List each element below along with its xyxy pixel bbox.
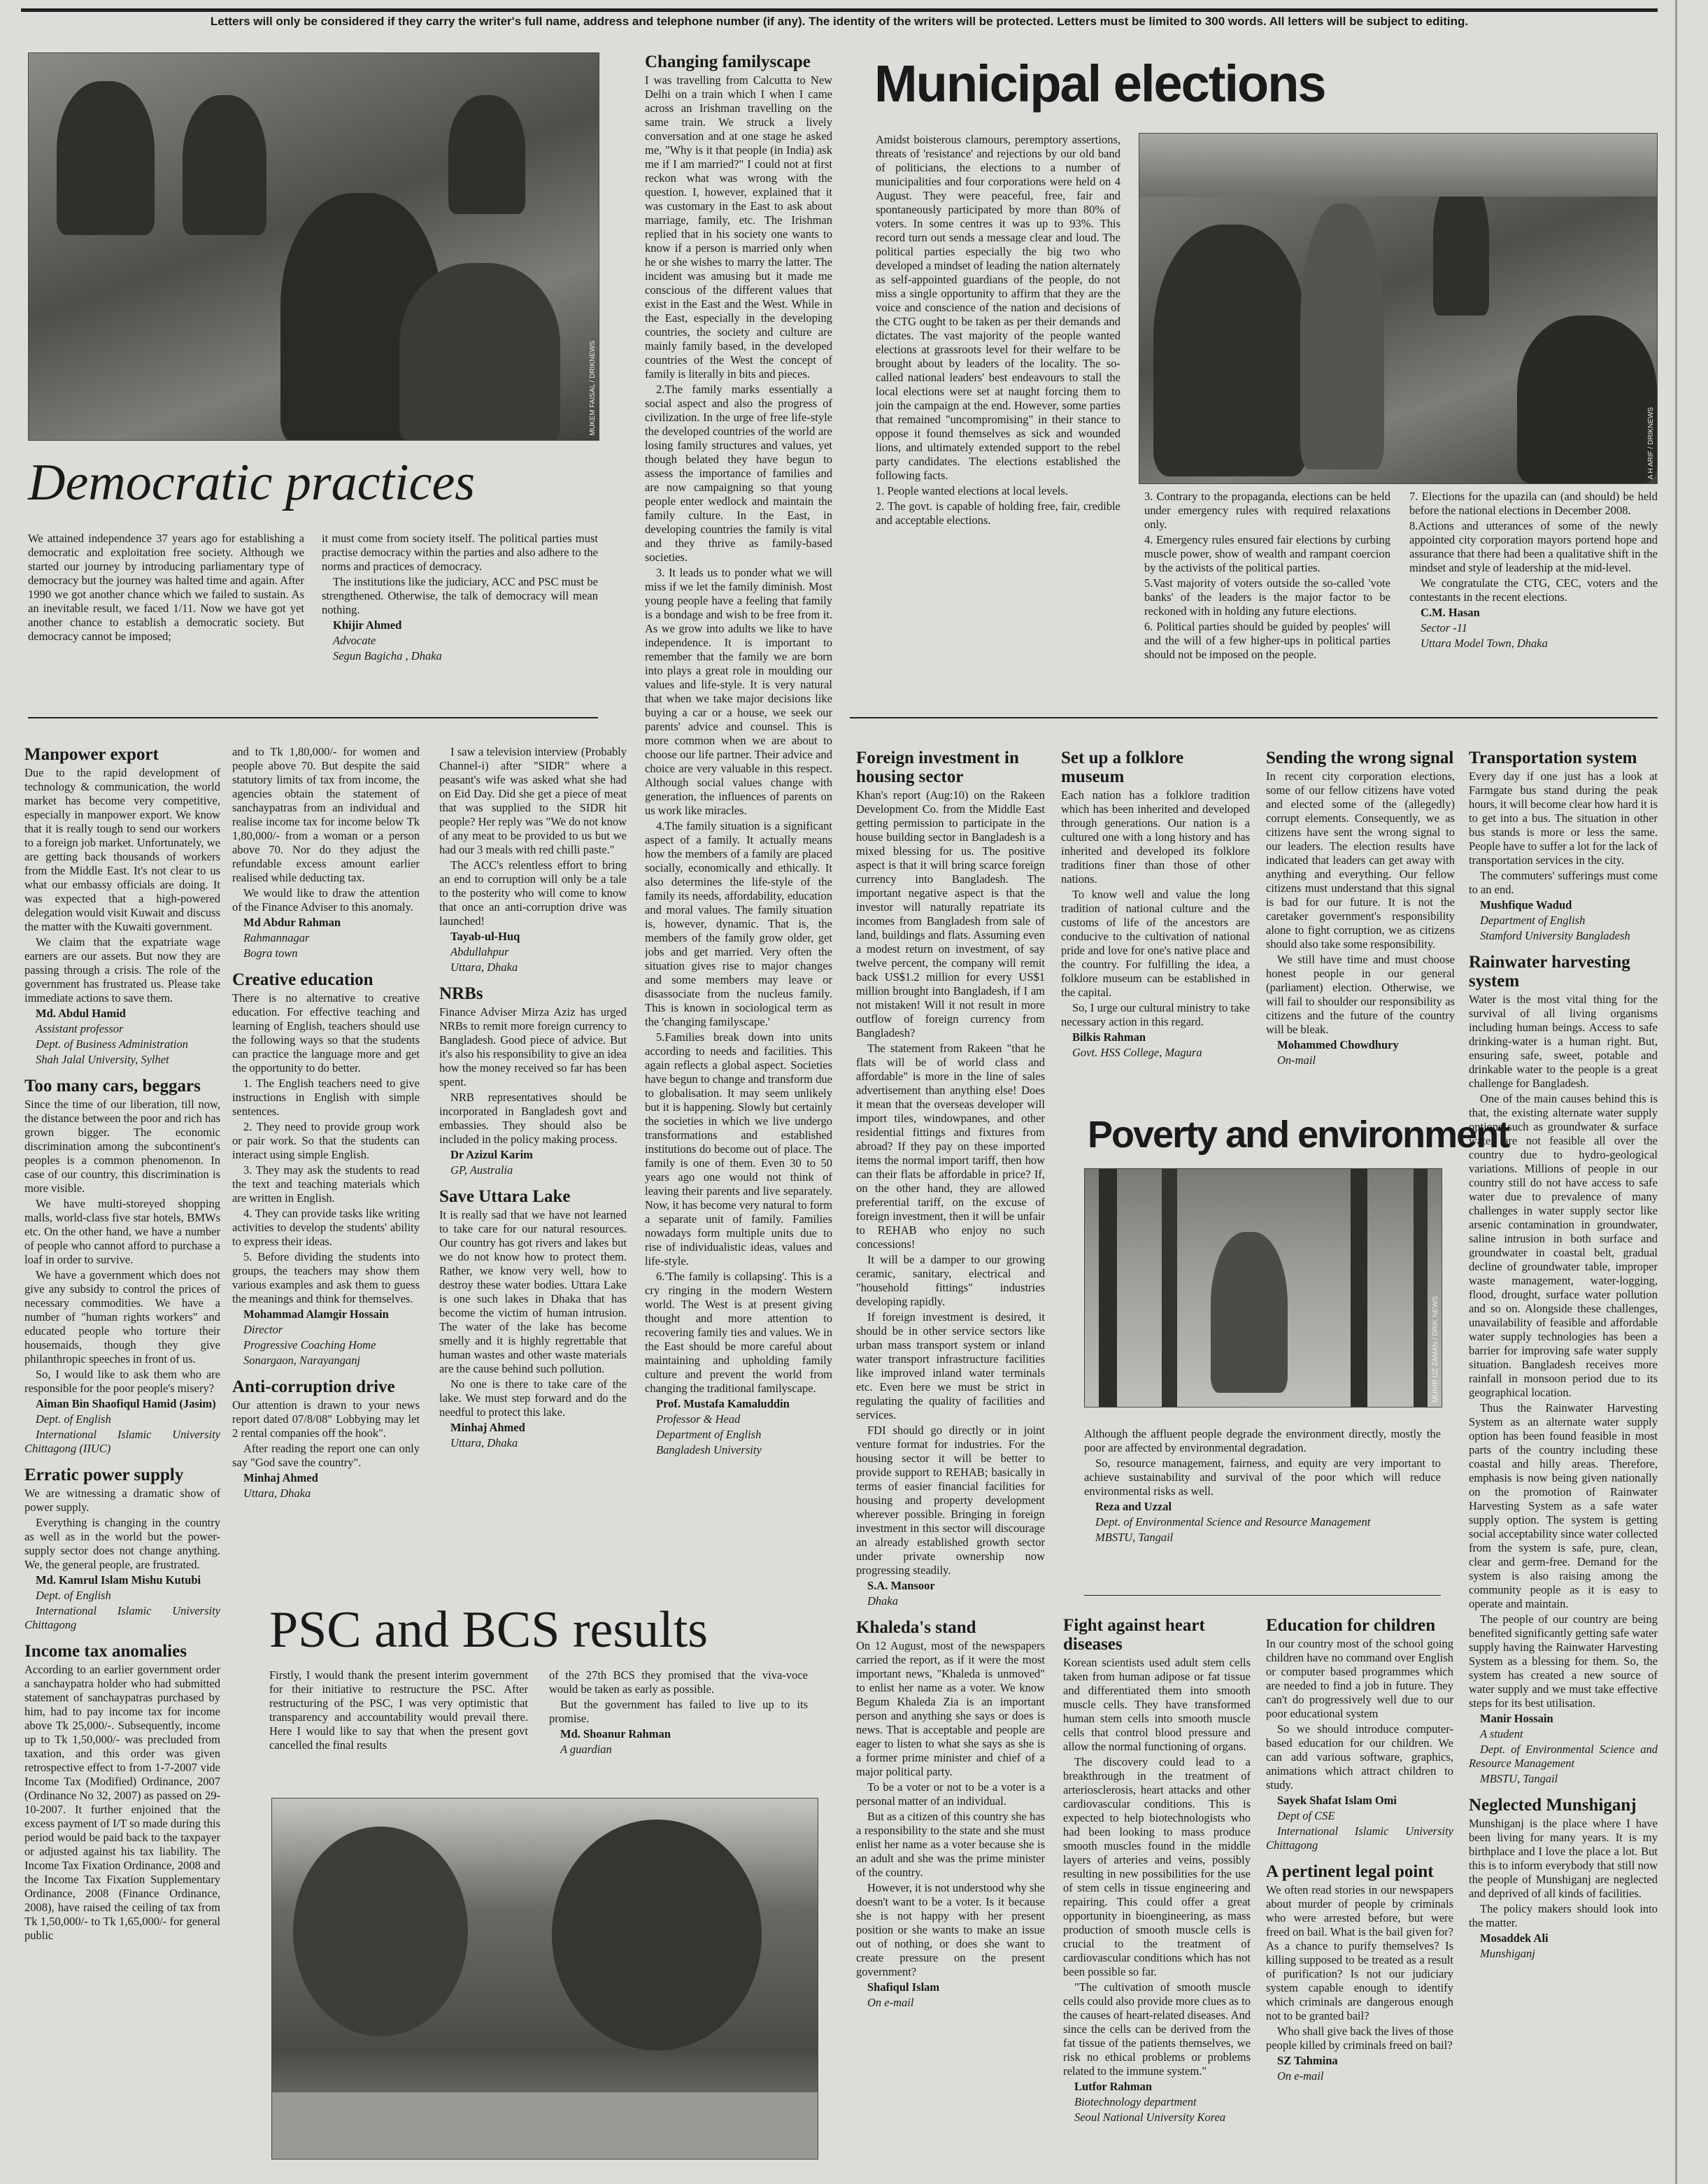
heart-letter: Fight against heart diseases Korean scientists used adult stem cells taken from human adipose or fat tissue and differentiated them into smooth muscle cells. They have transformed human stem cells into smooth muscle cells that control blood pressure and allow the normal functioning of organs. The discovery could lead to a breakthrough in the treatment of arteriosclerosis, heart attacks and other cardiovascular conditions. This is expected to help biotechnologists who had been looking to mass produce smooth muscles found in the middle layers of arteries and veins, possibly resulting in new possibilities for the use of stem cells in tissue engineering and repairing. This could offer a great opportunity in bioengineering, as mass production of smooth muscle cells is crucial to the treatment of cardiovascular conditions which has not been possible so far. "The cultivation of smooth muscle cells could also provide more clues as to the causes of heart-related diseases. And since the cells can be derived from the fat tissue of the patients themselves, we risk no ethical problems or problems related to the immune system." Lutfor Rahman Biotechnology department Seoul National University Korea bbox=[1063, 1616, 1251, 2124]
section-divider bbox=[1084, 1595, 1441, 1596]
municipal-col1: Amidst boisterous clamours, peremptory assertions, threats of 'resistance' and rejections by our old band of politicians, the elections to a number of municipalities and four corporations were held on 4 August. They were peaceful, free, fair and spontaneously participated by more than 80% of voters. In some centres it was up to 93%. This record turn out sends a message clear and loud. The political parties especially the big two who developed a mindset of leading the nation alternately as self-appointed guardians of the people, do not miss a single opportunity to affirm that they are the voice and conscience of the nation and decisions of the CTG ought to be taken as per their demands and dictates. The vast majority of the people wanted elections at grassroots level for their welfare to be brought about by leaders of the locality. The so-called national leaders' best endeavours to stall the local elections were set at naught forcing them to join the campaign at the end. However, some parties that remained "uncompromising" in their stance to oppose it found themselves as sick and wounded lions, and ultimately extended support to the rebel party candidates. The elections established the following facts. 1. People wanted elections at local levels. 2. The govt. is capable of holding free, fair, credible and acceptable elections. bbox=[876, 133, 1120, 527]
letters-col2: and to Tk 1,80,000/- for women and people above 70. But despite the said statutory limits of tax from income, the agencies obtain the statement of sanchaypatras from an individual and realise income tax for income below Tk 1,80,000/- from a woman or a person above 70. Nor do they adjust the refundable excess amount earlier realised while deducting tax. We would like to draw the attention of the Finance Adviser to this anomaly. Md Abdur Rahman Rahmannagar Bogra town Creative education There is no alternative to creative education. For effective teaching and learning of English, teachers should use the following ways so that the students can practice the language more and get the opportunity to do better. 1. The English teachers need to give instructions in English with simple sentences. 2. They need to provide group work or pair work. So that the students can interact using simple English. 3. They may ask the students to read the text and teaching materials which are written in English. 4. They can provide tasks like writing activities to develop the students' ability to express their ideas. 5. Before dividing the students into groups, the teachers may show them various examples and ask them to guess the meanings and think for themselves. Mohammad Alamgir Hossain Director Progressive Coaching Home Sonargaon, Narayanganj Anti-corruption drive Our attention is drawn to your news report dated 07/8/08" Lobbying may let 2 rental companies off the hook". After reading the report one can only say "God save the country". Minhaj Ahmed Uttara, Dhaka bbox=[232, 745, 420, 1500]
democratic-article-col2: it must come from society itself. The political parties must practise democracy within the parties and also adhere to the norms and practices of democracy. The institutions like the judiciary, ACC and PSC must be strengthened. Otherwise, the talk of democracy will mean nothing. Khijir Ahmed Advocate Segun Bagicha , Dhaka bbox=[322, 532, 598, 662]
democratic-article-col1: We attained independence 37 years ago for establishing a democratic and exploitation free society. Although we started our journey by introducing parliamentary type of democracy but the journey was halted time and again. After 1990 we got another chance which we failed to sustain. As an inevitable result, we faced 1/11. Now we have got yet another chance to establish a democratic society. But democracy cannot be imposed; bbox=[28, 532, 304, 643]
park-trees-photo bbox=[271, 1798, 818, 2160]
photo-credit: MUNIR UZ ZAMAN / DRIK NEWS bbox=[1432, 1296, 1439, 1403]
page-edge-rule bbox=[1675, 0, 1677, 2184]
poverty-letter: Although the affluent people degrade the environment directly, mostly the poor are affected by environmental degradation. So, resource management, fairness, and equity are very important to achieve sustainability and survival of the poor which will reduce environmental risks as well. Reza and Uzzal Dept. of Environmental Science and Resource Management MBSTU, Tangail bbox=[1084, 1427, 1441, 1544]
photo-credit: MUKEM FAISAL / DRIKNEWS bbox=[589, 341, 597, 436]
municipal-col3: 7. Elections for the upazila can (and should) be held before the national elections in December 2008. 8.Actions and utterances of some of the newly appointed city corporation mayors portend hope and assurance that there had been a qualitative shift in the mindset and style of leadership at the mid-level. We congratulate the CTG, CEC, voters and the contestants in the recent elections. C.M. Hasan Sector -11 Uttara Model Town, Dhaka bbox=[1409, 490, 1658, 650]
section-divider bbox=[28, 717, 598, 718]
letters-col-right: Transportation system Every day if one just has a look at Farmgate bus stand during the peak hours, it will become clear how hard it is to get into a bus. The situation in other bus stands is more or less the same. People have to suffer a lot for the lack of transportation services in the city. The commuters' sufferings must come to an end. Mushfique Wadud Department of English Stamford University Bangladesh Rainwater harvesting system Water is the most vital thing for the survival of all living organisms including human beings. Access to safe drinking-water is a human right. But, ensuring safe, sweet, potable and drinkable water to the people is a great challenge for Bangladesh. One of the main causes behind this is that, the existing alternate water supply options such as groundwater & surface water are not feasible all over the country due to hydro-geological variations. Millions of people in our country still do not have access to safe water due to prevalence of many challenges in water supply sector like arsenic contamination in groundwater, saline intrusion in both surface and groundwater in coastal belt, gradual decline of groundwater table, improper waste management, water-logging, flood, drought, surface water pollution and so on. Alongside these challenges, unavailability of feasible and affordable water supply technologies has been a barrier for improving safe water supply situation. Bangladesh receives more rainfall in monsoon period due to its geographical location. Thus the Rainwater Harvesting System as an alternate water supply option has been found feasible in most parts of the country including these coastal and hilly areas. Therefore, emphasis is now being given nationally on the promotion of Rainwater Harvesting System as a safe water supply option. The system is getting social acceptability since water collected from the system is safe, pure, clean, clear and germ-free. Demand for the system is also raising among the community people as it is easy to operate and maintain. The people of our country are being benefited significantly getting safe water supply having the Rainwater Harvesting System as a blessing for them. So, the system has created a new source of water supply and we must take effective steps for its best utilisation. Manir Hossain A student Dept. of Environmental Science and Resource Management MBSTU, Tangail Neglected Munshiganj Munshiganj is the place where I have been living for many years. It is my birthplace and I love the place a lot. But this is to inform everybody that still now the people of Munshiganj are neglected and deprived of all kinds of facilities. The policy makers should look into the matter. Mosaddek Ali Munshiganj bbox=[1469, 749, 1658, 1960]
psc-bcs-title: PSC and BCS results bbox=[269, 1601, 709, 1659]
familyscape-article: Changing familyscape I was travelling from Calcutta to New Delhi on a train which I when I came across an Irishman travelling on the same train. We struck a lively conversation and at one stage he asked me, "Why is it that people (in India) ask me if I am married?" I could not at first reckon what was wrong with the question. I, however, explained that it was customary in the East to ask about marriage, family, etc. The Irishman replied that in his society one wants to know if a person is married only when he or she wishes to marry the latter. The incident was amusing but it made me conscious of the different values that exist in the East and the West. While in the East, especially in the developing countries, the society and culture are mainly family based, in the developed countries of the West the concept of family is literally in bits and pieces. 2.The family marks essentially a social aspect and also the progress of civilization. In the urge of free life-style the developed countries of the world are losing family structures and values, yet though belated they have begun to assess the importance of families and are now campaigning so that young people enter wedlock and maintain the family culture. In the East, in developing countries the family is vital and they thrive as family-based societies. 3. It leads us to ponder what we will miss if we let the family diminish. Most young people have a feeling that family is a bondage and wish to be free from it. As we grow into adults we like to have independence. It is important to remember that the family we are born into plays a great role in moulding our values and life-style. It is very natural that when we take major decisions like buying a car or a house, we seek our parents' advice and counsel. This is more common when we are about to choose our life partner. Their advice and choice are very valuable in this respect. Although social values change with generation, the influences of parents on us work like miracles. 4.The family situation is a significant aspect of a family. It actually means how the members of a family are placed socially, economically and ethically. It also determines the life-style of the family its needs, affordability, education and moral values. The family situation is, however, dynamic. That is, the members of the family grow older, get jobs and get married. Very often the situation gives rise to major changes and some members may leave or disassociate from the nucleus family. This is known in sociological term as the 'changing familyscape.' 5.Families break down into units according to needs and facilities. This again reflects a global aspect. Societies have begun to change and transform due to globalisation. It may seem unlikely but it is happening. Slowly but certainly the societies in which we live undergo transformations and established institutions do become out of place. The family is one of them. Even 30 to 50 years ago one would not think of leaving their parents and live separately. Now, it has become very natural to form a separate unit of family. Families nowadays form multiple units due to rise of individualistic ideas, values and life-style. 6.'The family is collapsing'. This is a cry ringing in the modern Western world. The West is at present giving thought and more attention to recovering family ties and values. We in the East should be more careful about maintaining and upholding family culture and prevent the world from changing the traditional familyscape. Prof. Mustafa Kamaluddin Professor & Head Department of English Bangladesh University bbox=[645, 52, 832, 1456]
letters-col1: Manpower export Due to the rapid development of technology & communication, the world market has become very competitive, especially in manpower export. We know that it is really tough to send our workers to a foreign job market. Unfortunately, we are getting back thousands of workers from the Middle East. It's not clear to us what our embassy officials are doing. It was expected that a high-powered delegation would visit Kuwait and discuss the matter with the Kuwaiti government. We claim that the expatriate wage earners are our assets. But now they are passing through a crisis. The role of the government has frustrated us. Please take immediate actions to save them. Md. Abdul Hamid Assistant professor Dept. of Business Administration Shah Jalal University, Sylhet Too many cars, beggars Since the time of our liberation, till now, the distance between the poor and rich has grown bigger. The economic discrimination among the subcontinent's peoples is a common phenomenon. In case of our country, this discrimination is more visible. We have multi-storeyed shopping malls, world-class five star hotels, BMWs etc. On the other hand, we have a number of people who cannot afford to purchase a loaf in order to survive. We have a government which does not give any subsidy to control the prices of necessary commodities. We have a number of "human rights workers" and educated people who torture their housemaids, though they give philanthropic speeches in front of us. So, I would like to ask them who are responsible for the poor people's misery? Aiman Bin Shaofiqul Hamid (Jasim) Dept. of English International Islamic University Chittagong (IIUC) Erratic power supply We are witnessing a dramatic show of power supply. Everything is changing in the country as well as in the world but the power-supply sector does not change anything. We, the general people, are frustrated. Md. Kamrul Islam Mishu Kutubi Dept. of English International Islamic University Chittagong Income tax anomalies According to an earlier government order a sanchaypatra holder who had submitted statement of sanchaypatras purchased by him, had to pay income tax for income above Tk 25,000/-. Subsequently, income up to Tk 1,50,000/- was precluded from taxation, and this order was given retrospective effect to from 1-7-2007 vide Income Tax (Modified) Ordinance, 2007 (Ordinance No 32, 2007) as passed on 29-10-2007. It further enjoined that the excess payment of I/T so made during this period would be paid back to the taxpayer or adjusted against his tax liability. The Income Tax Fixation Ordinance, 2008 and the Income Tax Fixation Supplementary Ordinance, 2008 (Finance Ordinance, 2008), have raised the ceiling of tax from Tk 1,50,000/- to Tk 1,65,000/- for general public bbox=[24, 745, 220, 1942]
child-carrying-basket-photo bbox=[1084, 1168, 1442, 1407]
letters-col3: I saw a television interview (Probably Channel-i) after "SIDR" where a peasant's wife was asked what she had on Eid Day. Did she get a piece of meat that was supplied to the SIDR hit people? Her reply was "We do not know of any meat to be provided to us but we had our 3 meals with red chilli paste." The ACC's relentless effort to bring an end to corruption will only be a tale to the posterity who will come to know that once an anti-corruption drive was launched! Tayab-ul-Huq Abdullahpur Uttara, Dhaka NRBs Finance Adviser Mirza Aziz has urged NRBs to remit more foreign currency to Bangladesh. Good piece of advice. But it's also his responsibility to give an idea how the money received so far has been spent. NRB representatives should be incorporated in Bangladesh govt and embassies. They should also be included in the policy making process. Dr Azizul Karim GP, Australia Save Uttara Lake It is really sad that we have not learned to take care for our natural resources. Our country has got rivers and lakes but we do not know how to protect them. Rather, we know very well, how to destroy these water bodies. Uttara Lake is one such lakes in Dhaka that has become the victim of human intrusion. The water of the lake has become smelly and it is highly regrettable that human wastes and other waste materials are the cause behind such pollution. No one is there to take care of the lake. We must step forward and do the needful to protect this lake. Minhaj Ahmed Uttara, Dhaka bbox=[439, 745, 627, 1449]
psc-col1: Firstly, I would thank the present interim government for their initiative to restructure the PSC. After restructuring of the PSC, I was very optimistic that transparency and accountability would prevail there. Here I would like to say that when the present govt cancelled the final results bbox=[269, 1668, 528, 1752]
democratic-practices-title: Democratic practices bbox=[28, 454, 476, 511]
folklore-letter: Set up a folklore museum Each nation has a folklore tradition which has been inherited and developed through generations. Our nation is a cultured one with a long history and has inherited and developed its folklore traditions finer than those of other nations. To know well and value the long tradition of national culture and the customs of life of the ancestors are conducive to the cultivation of national pride and love for one's native place and the country. For fulfilling the idea, a folklore museum can be established in the capital. So, I urge our cultural ministry to take necessary action in this regard. Bilkis Rahman Govt. HSS College, Magura bbox=[1061, 749, 1250, 1059]
letters-col4: Foreign investment in housing sector Khan's report (Aug:10) on the Rakeen Development Co. from the Middle East getting permission to participate in the house building sector in Bangladesh is a mixed blessing for us. The positive aspect is that it will bring scarce foreign currency into Bangladesh. The important negative aspect is that the investor will naturally repatriate its incomes from Bangladesh from sale of land, buildings and flats. Assuming even a modest return on investment, of say twelve percent, the company will remit back US$1.2 million for every US$1 million brought into Bangladesh, if I am not mistaken! Will it not result in more outflow of foreign currency from Bangladesh? The statement from Rakeen "that he flats will be of world class and affordable" is more in the line of sales advertisement than anything else! Does it mean that the overseas developer will import tiles, windowpanes, and other residential fittings and fixtures from abroad? If they pay on these imported items the normal import tariff, then how can their flats be affordable in price? If, on the other hand, they are allowed preferential tariff, on the excuse of foreign investment, then it will be unfair to REHAB who enjoy no such concessions! It will be a damper to our growing ceramic, sanitary, electrical and "household fittings" industries developing rapidly. If foreign investment is desired, it should be in other service sectors like urban mass transport system or inland water transport infrastructure facilities like improved inland water terminals etc. Even here we must be strict in regulating the quality of facilities and services. FDI should go directly or in joint venture format for industries. For the housing sector it will be better to provide support to REHAB; basically in terms of easier financial facilities for housing and property development wherever possible. Bringing in foreign investment in this sector will discourage an already established growth sector under private ownership now progressing steadily. S.A. Mansoor Dhaka Khaleda's stand On 12 August, most of the newspapers carried the report, as if it were the most important news, "Khaleda is unmoved" to enlist her name as a voter. We know Begum Khaleda Zia is an important person and anything she says or does is news. That is acceptable and people are eager to listen to what she says as she is a former prime minister and chief of a major political party. To be a voter or not to be a voter is a personal matter of an individual. But as a citizen of this country she has a responsibility to the state and she must enlist her name as a voter because she is an adult and she was the prime minister of the country. However, it is not understood why she doesn't want to be a voter. Is it because she is not happy with her present position or she wants to make an issue out of nothing, or does she want to create pressure on the present government? Shafiqul Islam On e-mail bbox=[856, 749, 1045, 2009]
municipal-elections-title: Municipal elections bbox=[874, 55, 1325, 113]
education-legal-letters: Education for children In our country most of the school going children have no command over English or computer based programmes which are needed to find a job in future. They can't do progressively well due to our poor educational system So we should introduce computer-based education for our children. We can add various software, graphics, animations which attract children to study. Sayek Shafat Islam Omi Dept of CSE International Islamic University Chittagong A pertinent legal point We often read stories in our newspapers about murder of people by criminals who were arrested before, but were freed on bail. What is the bail given for? As a chance to purify themselves? Is killing supposed to be treated as a result of purification? Is not our judiciary system capable enough to identify which criminals are dangerous enough not to be granted bail? Who shall give back the lives of those people killed by criminals freed on bail? SZ Tahmina On e-mail bbox=[1266, 1616, 1453, 2083]
psc-col2: of the 27th BCS they promised that the viva-voce would be taken as early as possible. But the government has failed to live up to its promise. Md. Shoanur Rahman A guardian bbox=[549, 1668, 808, 1756]
author-name: Khijir Ahmed bbox=[333, 618, 402, 632]
section-divider bbox=[850, 717, 1658, 718]
signal-letter: Sending the wrong signal In recent city corporation elections, some of our fellow citizens have voted and elected some of the (allegedly) corrupt elements. Consequently, we as citizens have sent the wrong signal to our leaders. The election results have indicated that leaders can get away with anything and everything. Our fellow citizens must understand that this signal is bad for our future. It is not the caretaker government's responsibility alone to fight corruption, we as citizens should also take some responsibility. We still have time and must choose honest people in our general (parliament) election. Otherwise, we will fail to shoulder our responsibility as citizens and the future of the country will be bleak. Mohammed Chowdhury On-mail bbox=[1266, 749, 1455, 1067]
voters-queue-photo bbox=[1139, 133, 1658, 484]
familyscape-headline: Changing familyscape bbox=[645, 52, 811, 71]
protest-photo bbox=[28, 52, 599, 441]
photo-credit: A H ARIF / DRIKNEWS bbox=[1647, 406, 1655, 479]
poverty-environment-title: Poverty and environment bbox=[1088, 1114, 1509, 1156]
submission-guidelines-banner: Letters will only be considered if they carry the writer's full name, address and telephone number (if any). The identity of the writers will be protected. Letters must be limited to 300 words. All letters will be subject to editing. bbox=[21, 8, 1658, 33]
municipal-col2: 3. Contrary to the propaganda, elections can be held under emergency rules with required relaxations only. 4. Emergency rules ensured fair elections by curbing muscle power, show of wealth and rampant coercion by the activists of the political parties. 5.Vast majority of voters outside the so-called 'vote banks' of the leaders is the major factor to be reckoned with in holding any future elections. 6. Political parties should be guided by peoples' will and the will of a few higher-ups in political parties should not be imposed on the people. bbox=[1144, 490, 1390, 661]
